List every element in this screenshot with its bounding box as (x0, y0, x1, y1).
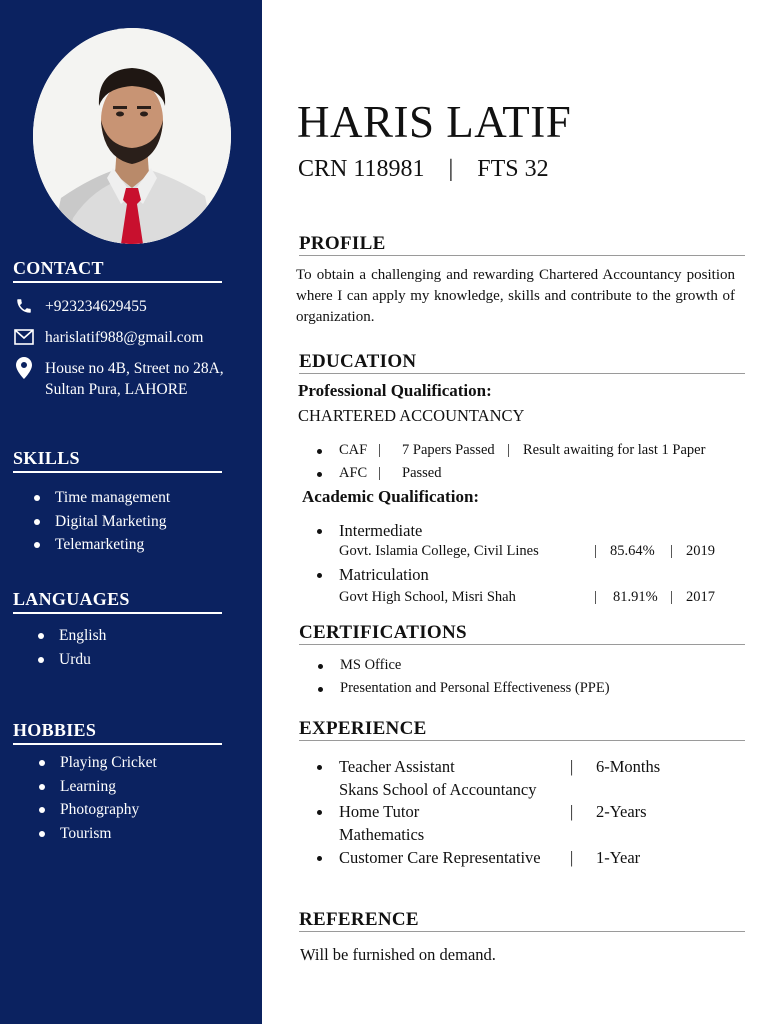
experience-role: Teacher Assistant (339, 757, 455, 776)
academic-year: 2019 (686, 543, 715, 559)
academic-separator: | (594, 589, 597, 605)
experience-separator: | (570, 848, 574, 867)
experience-duration: 2-Years (596, 802, 647, 821)
academic-year: 2017 (686, 589, 715, 605)
bullet (318, 664, 323, 669)
academic-title: Intermediate (339, 521, 423, 540)
email-text: harislatif988@gmail.com (45, 329, 204, 346)
list-item: Time management (32, 486, 170, 510)
bullet (317, 472, 322, 477)
list-item: Urdu (36, 648, 106, 672)
caf-separator: | (378, 442, 381, 458)
reference-text: Will be furnished on demand. (300, 945, 496, 964)
list-item: English (36, 624, 106, 648)
profile-heading: PROFILE (299, 233, 745, 256)
experience-role: Home Tutor (339, 802, 420, 821)
caf-note: Result awaiting for last 1 Paper (523, 442, 706, 458)
contact-email[interactable] (13, 327, 203, 348)
academic-separator: | (670, 543, 673, 559)
certification-item: Presentation and Personal Effectiveness (PPE) (340, 680, 610, 696)
phone-icon (13, 296, 35, 316)
bullet (317, 810, 322, 815)
caf-separator: | (507, 442, 510, 458)
location-pin-icon (13, 358, 35, 378)
list-item: Tourism (37, 822, 157, 846)
afc-name: AFC (339, 465, 368, 481)
languages-list (36, 624, 106, 671)
address-line-2: Sultan Pura, LAHORE (45, 381, 188, 398)
contact-address (13, 358, 224, 400)
experience-heading: EXPERIENCE (299, 718, 745, 741)
languages-heading: LANGUAGES (13, 589, 222, 614)
caf-detail: 7 Papers Passed (402, 442, 495, 458)
bullet (318, 687, 323, 692)
education-heading: EDUCATION (299, 351, 745, 374)
afc-detail: Passed (402, 465, 442, 481)
professional-qualification-heading: Professional Qualification: (298, 381, 492, 400)
experience-org: Skans School of Accountancy (339, 780, 537, 799)
hobbies-heading: HOBBIES (13, 720, 222, 745)
address-line-1: House no 4B, Street no 28A, (45, 360, 224, 377)
academic-institute: Govt High School, Misri Shah (339, 589, 516, 605)
list-item: Telemarketing (32, 533, 170, 557)
phone-text: +923234629455 (45, 298, 147, 315)
academic-score: 81.91% (613, 589, 658, 605)
list-item: Digital Marketing (32, 510, 170, 534)
skills-list (32, 486, 170, 557)
experience-separator: | (570, 802, 574, 821)
sidebar (0, 0, 262, 1024)
bullet (317, 573, 322, 578)
experience-role: Customer Care Representative (339, 848, 541, 867)
hobbies-list (37, 751, 157, 845)
list-item: Learning (37, 775, 157, 799)
academic-separator: | (670, 589, 673, 605)
academic-title: Matriculation (339, 565, 429, 584)
experience-org: Mathematics (339, 825, 425, 844)
skills-heading: SKILLS (13, 448, 222, 473)
profile-text: To obtain a challenging and rewarding Chartered Accountancy position where I can apply my knowledge, skills and contribute to the growth of organization. (296, 267, 735, 325)
certification-item: MS Office (340, 657, 402, 673)
candidate-name: HARIS LATIF (297, 97, 572, 147)
crn-line: CRN 118981 | FTS 32 (298, 156, 549, 182)
caf-name: CAF (339, 442, 368, 458)
reference-heading: REFERENCE (299, 909, 745, 932)
bullet (317, 765, 322, 770)
profile-photo (33, 28, 231, 244)
contact-phone[interactable] (13, 296, 147, 317)
experience-separator: | (570, 757, 574, 776)
academic-separator: | (594, 543, 597, 559)
bullet (317, 856, 322, 861)
experience-duration: 6-Months (596, 757, 661, 776)
academic-score: 85.64% (610, 543, 655, 559)
experience-duration: 1-Year (596, 848, 641, 867)
professional-title: CHARTERED ACCOUNTANCY (298, 406, 525, 425)
contact-heading: CONTACT (13, 258, 222, 283)
afc-separator: | (378, 465, 381, 481)
bullet (317, 449, 322, 454)
main-content (262, 0, 768, 1024)
mail-icon (13, 327, 35, 347)
bullet (317, 529, 322, 534)
academic-institute: Govt. Islamia College, Civil Lines (339, 543, 539, 559)
list-item: Photography (37, 798, 157, 822)
certifications-heading: CERTIFICATIONS (299, 622, 745, 645)
list-item: Playing Cricket (37, 751, 157, 775)
academic-qualification-heading: Academic Qualification: (302, 487, 480, 506)
